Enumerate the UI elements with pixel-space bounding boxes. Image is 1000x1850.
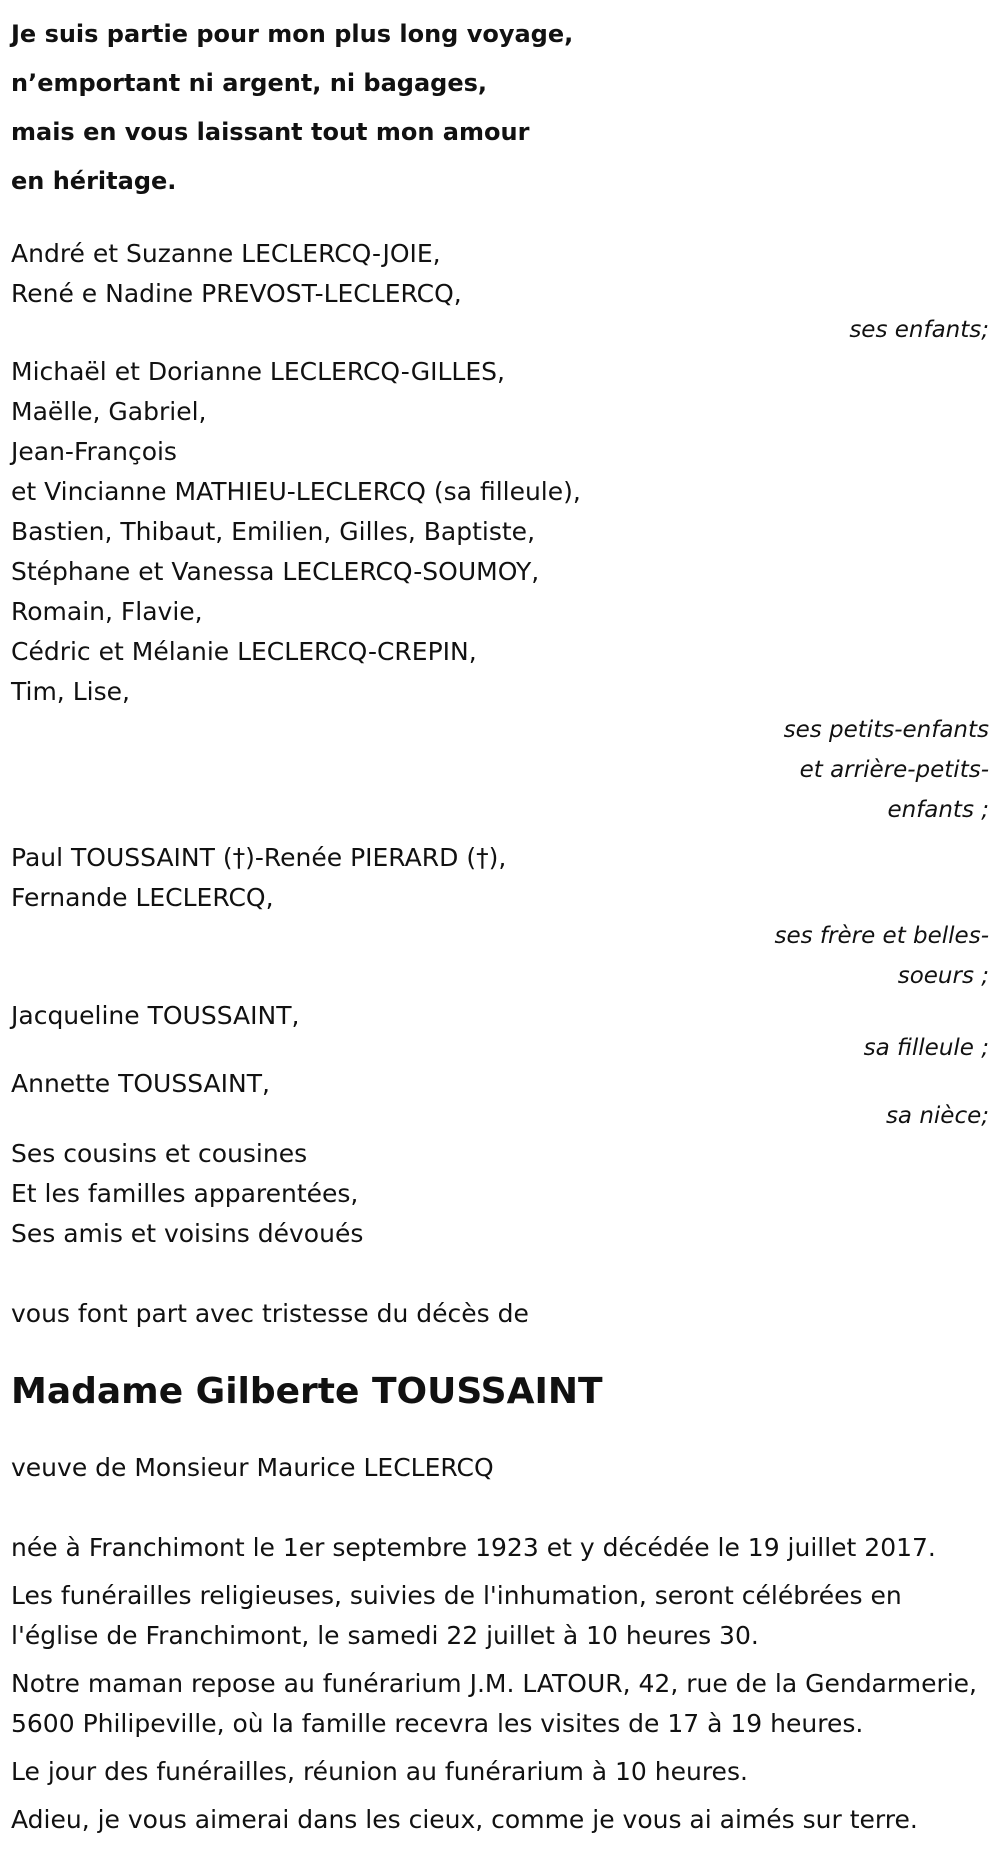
family-name: Jacqueline TOUSSAINT, [11, 1001, 300, 1030]
family-name: Bastien, Thibaut, Emilien, Gilles, Baptiste, [11, 517, 536, 546]
family-name: Fernande LECLERCQ, [11, 883, 274, 912]
poem-line: Je suis partie pour mon plus long voyage, [11, 20, 574, 48]
relation-label: ses frère et belles- [774, 923, 989, 949]
relation-row [11, 1100, 989, 1132]
detail-paragraph: Le jour des funérailles, réunion au funérarium à 10 heures. [11, 1757, 748, 1786]
extended-line: Et les familles apparentées, [11, 1179, 359, 1208]
extended-line: Ses amis et voisins dévoués [11, 1219, 364, 1248]
detail-paragraph: Notre maman repose au funérarium J.M. LATOUR, 42, rue de la Gendarmerie, 5600 Philipeville, où la famille recevra les visites de 17 à 19 heures. [11, 1669, 978, 1738]
detail-paragraph: née à Franchimont le 1er septembre 1923 et y décédée le 19 juillet 2017. [11, 1533, 936, 1562]
family-name: Jean-François [11, 437, 177, 466]
family-name: Maëlle, Gabriel, [11, 397, 207, 426]
extended-family [11, 1134, 989, 1254]
family-name: Romain, Flavie, [11, 597, 203, 626]
family-name: René e Nadine PREVOST-LECLERCQ, [11, 279, 462, 308]
family-group-siblings [11, 838, 989, 918]
relation-label: sa nièce; [885, 1103, 989, 1129]
poem-line: n’emportant ni argent, ni bagages, [11, 69, 488, 97]
family-name: Tim, Lise, [11, 677, 130, 706]
deceased-name: Madame Gilberte TOUSSAINT [11, 1371, 603, 1412]
poem [11, 10, 989, 206]
relation-row [11, 710, 989, 830]
announcement: vous font part avec tristesse du décès de [11, 1299, 529, 1328]
family-name: et Vincianne MATHIEU-LECLERCQ (sa filleule), [11, 477, 581, 506]
family-group-grandchildren [11, 352, 989, 712]
relation-label: sa filleule ; [863, 1035, 989, 1061]
relation-label: ses petits-enfants [783, 717, 989, 743]
relation-label: et arrière-petits- [799, 757, 989, 783]
relation-label: soeurs ; [897, 963, 989, 989]
family-name: Michaël et Dorianne LECLERCQ-GILLES, [11, 357, 505, 386]
family-group-children [11, 234, 989, 314]
relation-label: ses enfants; [849, 317, 989, 343]
relation-label: enfants ; [887, 797, 989, 823]
relation-row [11, 1032, 989, 1064]
widow-line: veuve de Monsieur Maurice LECLERCQ [11, 1453, 494, 1482]
detail-paragraph: Adieu, je vous aimerai dans les cieux, comme je vous ai aimés sur terre. [11, 1805, 918, 1834]
detail-paragraph: Les funérailles religieuses, suivies de l'inhumation, seront célébrées en l'église de Franchimont, le samedi 22 juillet à 10 heures 30. [11, 1581, 902, 1650]
family-group-goddaughter [11, 996, 989, 1036]
poem-line: mais en vous laissant tout mon amour [11, 118, 530, 146]
relation-row [11, 916, 989, 996]
family-group-niece [11, 1064, 989, 1104]
extended-line: Ses cousins et cousines [11, 1139, 308, 1168]
poem-line: en héritage. [11, 167, 177, 195]
family-name: André et Suzanne LECLERCQ-JOIE, [11, 239, 441, 268]
family-name: Stéphane et Vanessa LECLERCQ-SOUMOY, [11, 557, 540, 586]
family-name: Paul TOUSSAINT (†)-Renée PIERARD (†), [11, 843, 507, 872]
family-name: Annette TOUSSAINT, [11, 1069, 270, 1098]
relation-row [11, 312, 989, 348]
family-name: Cédric et Mélanie LECLERCQ-CREPIN, [11, 637, 477, 666]
obituary-notice [11, 0, 989, 1840]
